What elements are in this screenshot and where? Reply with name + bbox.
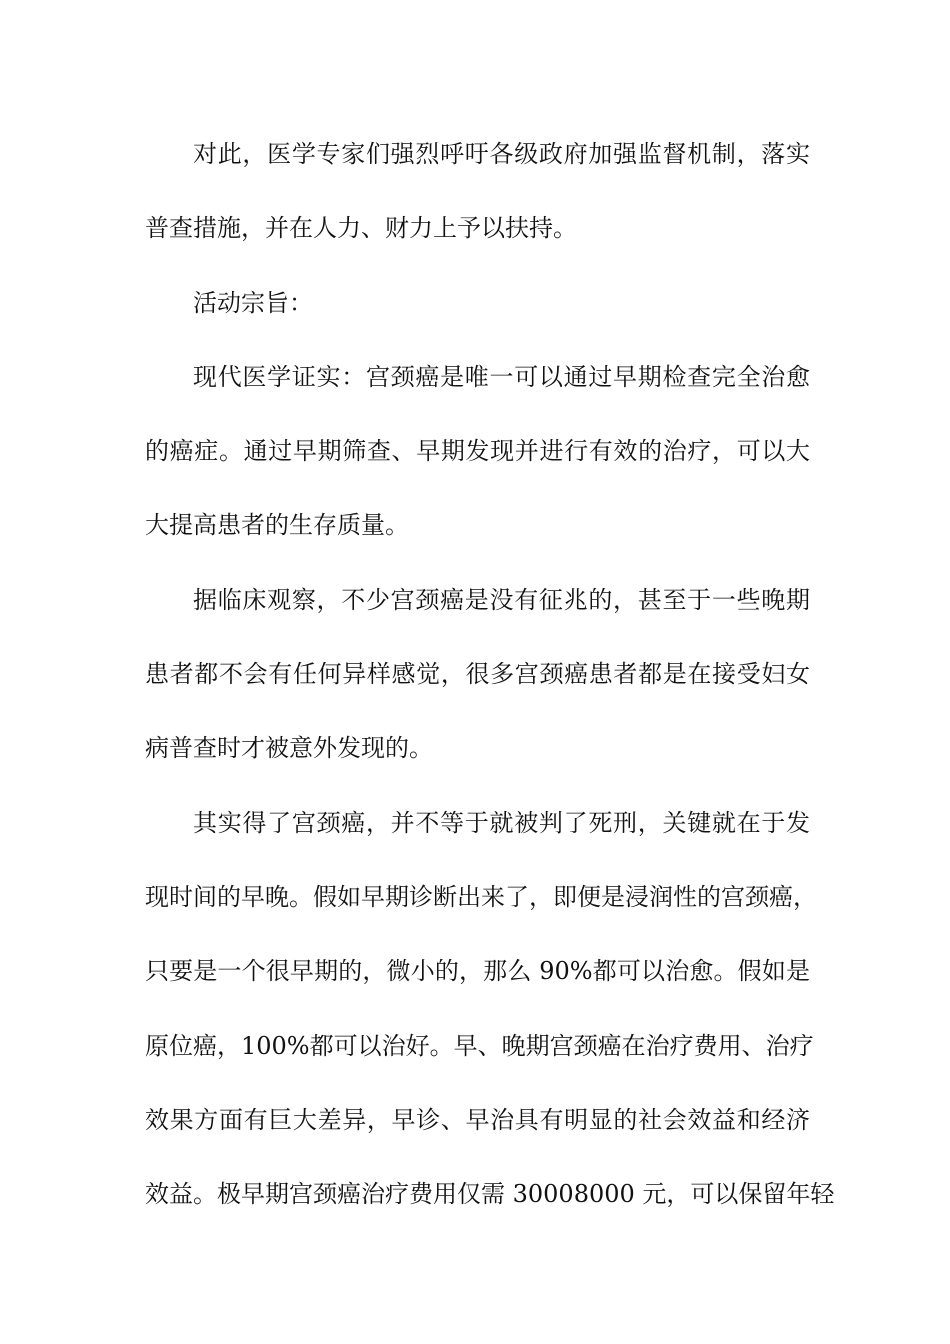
- text-line: 效益。极早期宫颈癌治疗费用仅需 30008000 元，可以保留年轻: [145, 1180, 835, 1209]
- text-line: 病普查时才被意外发现的。: [145, 734, 433, 763]
- text-line: 效果方面有巨大差异，早诊、早治具有明显的社会效益和经济: [145, 1105, 810, 1134]
- text-line: 现代医学证实：宫颈癌是唯一可以通过早期检查完全治愈: [193, 362, 810, 391]
- text-line: 患者都不会有任何异样感觉，很多宫颈癌患者都是在接受妇女: [145, 660, 810, 689]
- text-line: 对此，医学专家们强烈呼吁各级政府加强监督机制，落实: [193, 140, 810, 168]
- text-line: 现时间的早晚。假如早期诊断出来了，即便是浸润性的宫颈癌，: [145, 882, 817, 911]
- text-line: 据临床观察，不少宫颈癌是没有征兆的，甚至于一些晚期: [193, 585, 810, 614]
- text-line: 只要是一个很早期的，微小的，那么 90%都可以治愈。假如是: [145, 957, 810, 986]
- text-line: 其实得了宫颈癌，并不等于就被判了死刑，关键就在于发: [193, 808, 810, 837]
- text-line: 原位癌，100%都可以治好。早、晚期宫颈癌在治疗费用、治疗: [145, 1031, 814, 1060]
- text-line: 活动宗旨：: [193, 288, 313, 317]
- text-line: 的癌症。通过早期筛查、早期发现并进行有效的治疗，可以大: [145, 437, 810, 466]
- text-line: 大提高患者的生存质量。: [145, 511, 409, 540]
- body-text: [145, 117, 835, 1231]
- text-line: 普查措施，并在人力、财力上予以扶持。: [145, 214, 577, 243]
